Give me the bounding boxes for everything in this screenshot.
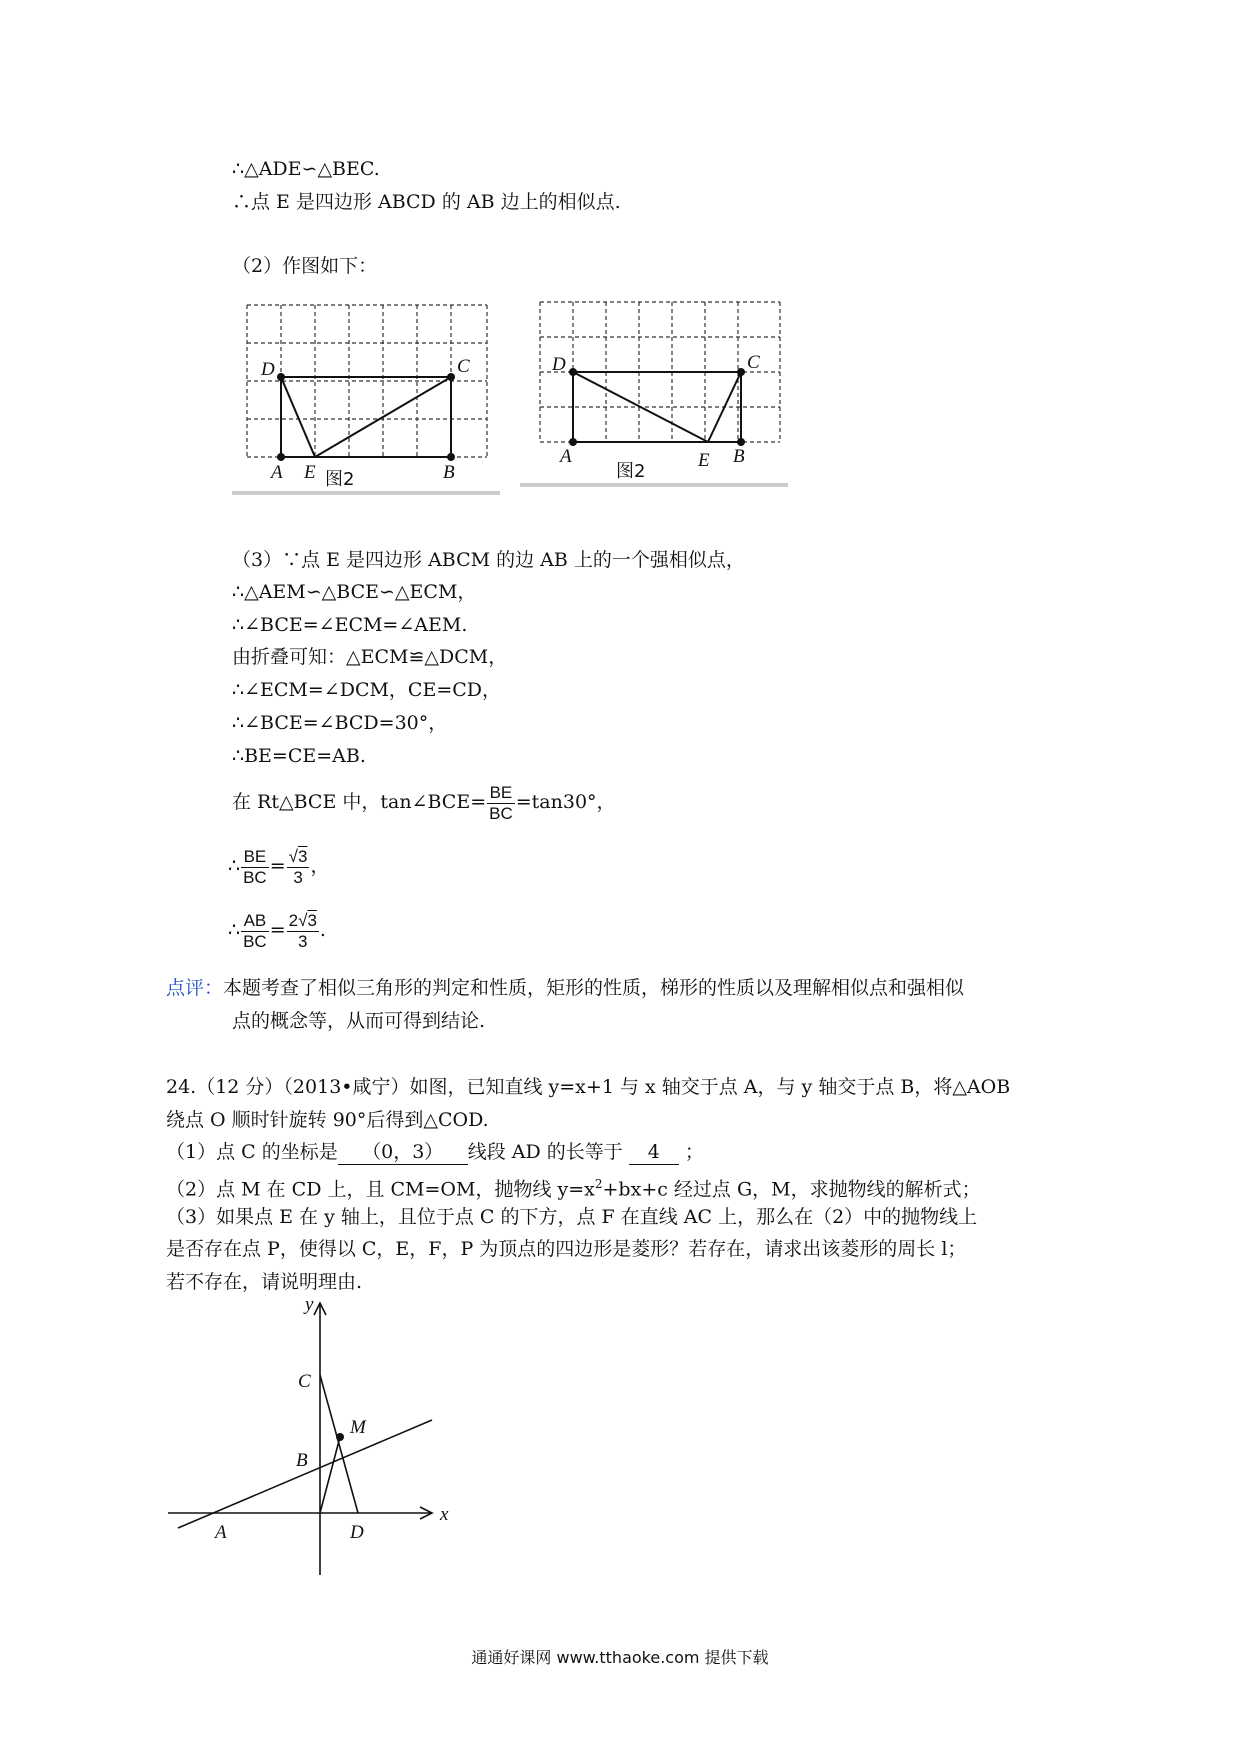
label-c: C [747, 352, 760, 373]
label-d: D [261, 359, 275, 380]
label-y: y [305, 1295, 314, 1315]
label-a: A [560, 446, 572, 467]
label-a: A [271, 462, 283, 483]
label-b: B [443, 462, 455, 483]
fraction: $\frac{2√3}{3}$ [288, 910, 317, 951]
point-b [737, 438, 745, 446]
grid-figure-left [225, 295, 500, 500]
problem-line2: 绕点 O 顺时针旋转 90°后得到△COD. [166, 1109, 489, 1131]
grid-figure-right [518, 292, 793, 497]
point-a [569, 438, 577, 446]
point-c [447, 373, 455, 381]
label-e: E [304, 462, 316, 483]
question-3-line2: 是否存在点 P，使得以 C，E，F，P 为顶点的四边形是菱形？若存在，请求出该菱形的周长 l； [166, 1238, 967, 1260]
line-bcd-30: ∴∠BCE=∠BCD=30°， [232, 712, 448, 734]
answer-c-coordinate: （0，3） [338, 1140, 468, 1165]
point-b [447, 453, 455, 461]
fraction: $\frac{√3}{3}$ [288, 846, 308, 887]
page-footer: 通通好课网 www.tthaoke.com 提供下载 [471, 1648, 769, 1667]
label-c: C [298, 1371, 311, 1392]
line-ratio-ab-bc: ∴ $\frac{AB}{BC}$ = $\frac{2√3}{3}$ . [228, 910, 326, 951]
question-2: （2）点 M 在 CD 上，且 CM=OM，抛物线 $y=x^2+bx+c$ 经过点 G，M，求抛物线的解析式； [166, 1177, 981, 1201]
label-d: D [350, 1522, 364, 1543]
point-d [569, 368, 577, 376]
figure-caption: 图2 [616, 461, 646, 482]
question-3-line3: 若不存在，请说明理由. [166, 1271, 363, 1293]
line-be-ce-ab: ∴BE=CE=AB. [232, 745, 366, 767]
label-x: x [440, 1504, 449, 1525]
line-similar-triangles: ∴△AEM∽△BCE∽△ECM， [232, 581, 477, 603]
point-d [277, 373, 285, 381]
line-ab [178, 1420, 432, 1528]
question-1: （1）点 C 的坐标是 （0，3） 线段 AD 的长等于 4 ； [166, 1141, 704, 1163]
line-ratio-be-bc: ∴ $\frac{BE}{BC}$ = $\frac{√3}{3}$ ， [228, 846, 330, 887]
line-part2-heading: （2）作图如下： [232, 255, 378, 277]
figure-caption: 图2 [325, 469, 355, 490]
line-equal-angles: ∴∠BCE=∠ECM=∠AEM. [232, 614, 468, 636]
segment-om [320, 1437, 340, 1513]
point-c [737, 368, 745, 376]
answer-ad-length: 4 [629, 1140, 679, 1165]
label-c: C [457, 356, 470, 377]
label-a: A [215, 1522, 227, 1543]
line-part3-heading: （3）∵点 E 是四边形 ABCM 的边 AB 上的一个强相似点， [232, 549, 745, 571]
label-e: E [698, 450, 710, 471]
line-tan-relation: 在 Rt△BCE 中，tan∠BCE= $\frac{BE}{BC}$ =tan30°， [232, 782, 616, 823]
line-ecm-dcm: ∴∠ECM=∠DCM，CE=CD， [232, 679, 502, 701]
line-similar-point: ∴点 E 是四边形 ABCD 的 AB 边上的相似点. [232, 191, 621, 213]
question-3-line1: （3）如果点 E 在 y 轴上，且位于点 C 的下方，点 F 在直线 AC 上，那么在（2）中的抛物线上 [166, 1206, 978, 1228]
fraction: $\frac{BE}{BC}$ [489, 782, 513, 823]
label-b: B [733, 446, 745, 467]
comment-label: 点评： [166, 977, 224, 999]
point-m [336, 1433, 344, 1441]
label-b: B [296, 1450, 308, 1471]
comment-line1: 点评：本题考查了相似三角形的判定和性质，矩形的性质，梯形的性质以及理解相似点和强相似 [166, 977, 965, 999]
line-conclusion-similar: ∴△ADE∽△BEC. [232, 158, 380, 180]
fraction: $\frac{AB}{BC}$ [243, 910, 267, 951]
label-m: M [350, 1417, 366, 1438]
point-a [277, 453, 285, 461]
line-folding: 由折叠可知：△ECM≌△DCM， [232, 646, 508, 668]
fraction: $\frac{BE}{BC}$ [243, 846, 267, 887]
label-d: D [552, 354, 566, 375]
coordinate-figure [160, 1295, 460, 1585]
comment-line2: 点的概念等，从而可得到结论. [232, 1010, 486, 1032]
problem-line1: 24.（12 分）（2013•咸宁）如图，已知直线 y=x+1 与 x 轴交于点 A，与 y 轴交于点 B，将△AOB [166, 1076, 1011, 1098]
